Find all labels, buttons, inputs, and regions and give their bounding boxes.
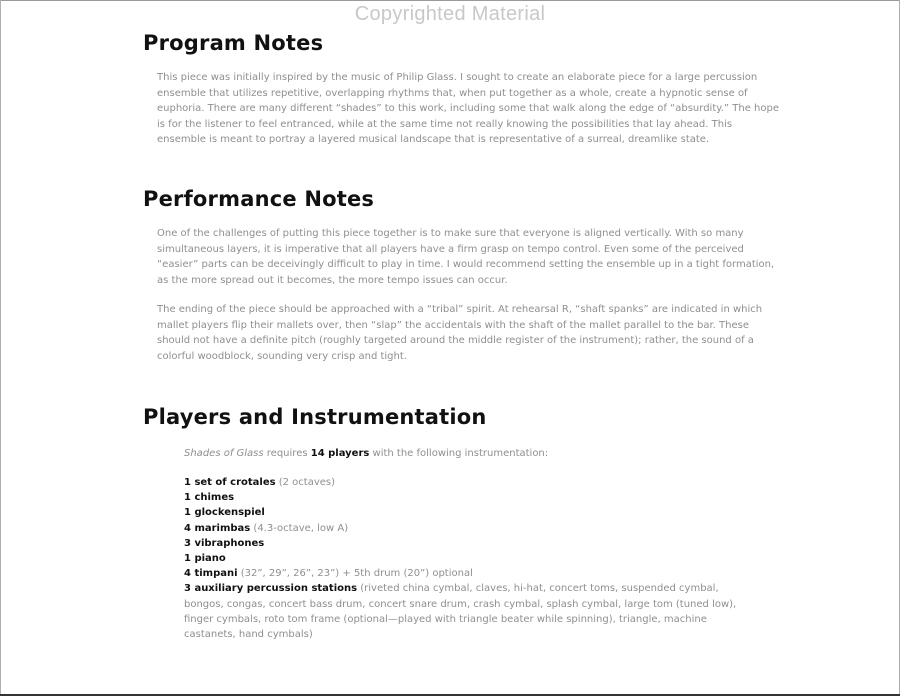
list-item bbox=[184, 581, 744, 642]
frame-left-border bbox=[0, 0, 1, 696]
instrument-name: 1 glockenspiel bbox=[184, 507, 265, 519]
instrument-list bbox=[184, 475, 744, 642]
frame-top-border bbox=[0, 0, 900, 1]
list-item bbox=[184, 475, 744, 490]
list-item bbox=[184, 490, 744, 505]
player-count: 14 players bbox=[310, 448, 370, 459]
watermark: Copyrighted Material bbox=[354, 3, 546, 25]
instrument-name: 3 vibraphones bbox=[184, 537, 265, 549]
program-notes-paragraph: This piece was initially inspired by the music of Philip Glass. I sought to create an elaborate piece for a large percussion ensemble that utilizes repetitive, overlapping rhythms that, when put together as a whole, create a hypnotic sense of euphoria. There are many different “shades” to this work, including some that walk along the edge of “absurdity.” The hope is for the listener to feel entranced, while at the same time not really knowing the possibilities that lay ahead. This ensemble is meant to portray a layered musical landscape that is representative of a surreal, dreamlike state. bbox=[157, 72, 780, 145]
instrument-name: 4 marimbas bbox=[184, 522, 251, 534]
program-notes-heading: Program Notes bbox=[143, 31, 324, 55]
instrument-name: 1 chimes bbox=[184, 492, 235, 504]
list-item bbox=[184, 521, 744, 536]
performance-notes-paragraph-2: The ending of the piece should be approached with a “tribal” spirit. At rehearsal R, “shaft spanks” are indicated in which mallet players flip their mallets over, then “slap” the accidentals with the shaft of the mallet parallel to the bar. These should not have a definite pitch (roughly targeted around the middle register of the instrument); rather, the sound of a colorful woodblock, sounding very crisp and tight. bbox=[157, 304, 763, 362]
instrument-detail: (riveted china cymbal, claves, hi-hat, concert toms, suspended cymbal, bongos, congas, concert bass drum, concert snare drum, crash cymbal, splash cymbal, large tom (tuned low), finger cymbals, roto tom frame (optional—played with triangle beater while spinning), triangle, machine castanets, hand cymbals) bbox=[184, 583, 737, 641]
list-item bbox=[184, 566, 744, 581]
instrument-name: 4 timpani bbox=[184, 568, 238, 580]
instrument-name: 3 auxiliary percussion stations bbox=[184, 583, 358, 595]
intro-text-end: with the following instrumentation: bbox=[369, 448, 549, 459]
list-item bbox=[184, 551, 744, 566]
instrument-detail: (32”, 29”, 26”, 23”) + 5th drum (20”) optional bbox=[237, 568, 473, 580]
performance-notes-paragraph-1: One of the challenges of putting this piece together is to make sure that everyone is aligned vertically. With so many simultaneous layers, it is imperative that all players have a firm grasp on tempo control. Even some of the perceived “easier” parts can be deceivingly difficult to play in time. I would recommend setting the ensemble up in a tight formation, as the more spread out it becomes, the more tempo issues can occur. bbox=[157, 228, 775, 286]
list-item bbox=[184, 505, 744, 520]
players-heading: Players and Instrumentation bbox=[143, 405, 487, 429]
performance-notes-heading: Performance Notes bbox=[143, 187, 375, 211]
list-item bbox=[184, 536, 744, 551]
instrument-name: 1 set of crotales bbox=[184, 477, 276, 488]
players-intro bbox=[184, 446, 548, 461]
instrument-name: 1 piano bbox=[184, 553, 226, 565]
instrument-detail: (2 octaves) bbox=[275, 477, 336, 488]
instrument-detail: (4.3-octave, low A) bbox=[250, 522, 349, 534]
intro-text-mid: requires bbox=[263, 448, 311, 459]
piece-title: Shades of Glass bbox=[184, 448, 264, 459]
